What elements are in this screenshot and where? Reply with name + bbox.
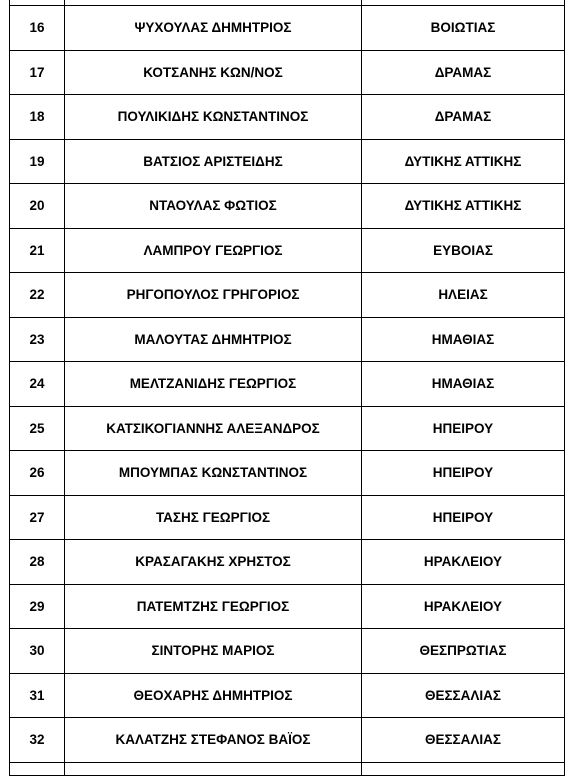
table-row [10, 718, 565, 763]
region-name: ΔΡΑΜΑΣ [362, 95, 565, 140]
row-number: 22 [10, 273, 65, 318]
region-name: ΗΡΑΚΛΕΙΟΥ [362, 584, 565, 629]
person-name: ΒΑΤΣΙΟΣ ΑΡΙΣΤΕΙΔΗΣ [65, 139, 362, 184]
roster-table [9, 0, 565, 776]
row-number: 26 [10, 451, 65, 496]
region-name: ΔΥΤΙΚΗΣ ΑΤΤΙΚΗΣ [362, 139, 565, 184]
row-number: 17 [10, 50, 65, 95]
person-name: ΡΗΓΟΠΟΥΛΟΣ ΓΡΗΓΟΡΙΟΣ [65, 273, 362, 318]
person-name: ΣΙΝΤΟΡΗΣ ΜΑΡΙΟΣ [65, 629, 362, 674]
person-name: ΤΑΣΗΣ ΓΕΩΡΓΙΟΣ [65, 495, 362, 540]
region-name: ΗΡΑΚΛΕΙΟΥ [362, 540, 565, 585]
person-name: ΨΥΧΟΥΛΑΣ ΔΗΜΗΤΡΙΟΣ [65, 6, 362, 51]
table-row [10, 139, 565, 184]
stub-cell [362, 762, 565, 775]
table-row [10, 6, 565, 51]
table-row [10, 50, 565, 95]
region-name: ΔΥΤΙΚΗΣ ΑΤΤΙΚΗΣ [362, 184, 565, 229]
person-name: ΚΡΑΣΑΓΑΚΗΣ ΧΡΗΣΤΟΣ [65, 540, 362, 585]
row-number: 32 [10, 718, 65, 763]
roster-table-container [9, 0, 564, 776]
row-number: 16 [10, 6, 65, 51]
person-name: ΚΑΤΣΙΚΟΓΙΑΝΝΗΣ ΑΛΕΞΑΝΔΡΟΣ [65, 406, 362, 451]
table-row [10, 540, 565, 585]
region-name: ΗΠΕΙΡΟΥ [362, 406, 565, 451]
stub-cell [10, 762, 65, 775]
table-row [10, 495, 565, 540]
person-name: ΛΑΜΠΡΟΥ ΓΕΩΡΓΙΟΣ [65, 228, 362, 273]
row-number: 24 [10, 362, 65, 407]
row-number: 25 [10, 406, 65, 451]
row-number: 29 [10, 584, 65, 629]
region-name: ΗΠΕΙΡΟΥ [362, 495, 565, 540]
region-name: ΔΡΑΜΑΣ [362, 50, 565, 95]
person-name: ΘΕΟΧΑΡΗΣ ΔΗΜΗΤΡΙΟΣ [65, 673, 362, 718]
region-name: ΗΜΑΘΙΑΣ [362, 362, 565, 407]
row-number: 20 [10, 184, 65, 229]
person-name: ΜΕΛΤΖΑΝΙΔΗΣ ΓΕΩΡΓΙΟΣ [65, 362, 362, 407]
person-name: ΜΠΟΥΜΠΑΣ ΚΩΝΣΤΑΝΤΙΝΟΣ [65, 451, 362, 496]
region-name: ΗΛΕΙΑΣ [362, 273, 565, 318]
table-row [10, 584, 565, 629]
row-number: 28 [10, 540, 65, 585]
person-name: ΠΟΥΛΙΚΙΔΗΣ ΚΩΝΣΤΑΝΤΙΝΟΣ [65, 95, 362, 140]
table-row-stub-bottom [10, 762, 565, 775]
row-number: 27 [10, 495, 65, 540]
table-row [10, 629, 565, 674]
table-row [10, 451, 565, 496]
row-number: 31 [10, 673, 65, 718]
roster-table-body [10, 0, 565, 775]
person-name: ΚΑΛΑΤΖΗΣ ΣΤΕΦΑΝΟΣ ΒΑΪΟΣ [65, 718, 362, 763]
table-row [10, 273, 565, 318]
region-name: ΘΕΣΣΑΛΙΑΣ [362, 718, 565, 763]
region-name: ΘΕΣΣΑΛΙΑΣ [362, 673, 565, 718]
table-row [10, 406, 565, 451]
region-name: ΕΥΒΟΙΑΣ [362, 228, 565, 273]
row-number: 18 [10, 95, 65, 140]
table-row [10, 184, 565, 229]
table-row [10, 673, 565, 718]
person-name: ΚΟΤΣΑΝΗΣ ΚΩΝ/ΝΟΣ [65, 50, 362, 95]
row-number: 30 [10, 629, 65, 674]
region-name: ΒΟΙΩΤΙΑΣ [362, 6, 565, 51]
row-number: 23 [10, 317, 65, 362]
person-name: ΠΑΤΕΜΤΖΗΣ ΓΕΩΡΓΙΟΣ [65, 584, 362, 629]
person-name: ΜΑΛΟΥΤΑΣ ΔΗΜΗΤΡΙΟΣ [65, 317, 362, 362]
table-row [10, 362, 565, 407]
table-row [10, 317, 565, 362]
row-number: 19 [10, 139, 65, 184]
region-name: ΘΕΣΠΡΩΤΙΑΣ [362, 629, 565, 674]
region-name: ΗΠΕΙΡΟΥ [362, 451, 565, 496]
stub-cell [65, 762, 362, 775]
region-name: ΗΜΑΘΙΑΣ [362, 317, 565, 362]
table-row [10, 228, 565, 273]
person-name: ΝΤΑΟΥΛΑΣ ΦΩΤΙΟΣ [65, 184, 362, 229]
row-number: 21 [10, 228, 65, 273]
table-row [10, 95, 565, 140]
